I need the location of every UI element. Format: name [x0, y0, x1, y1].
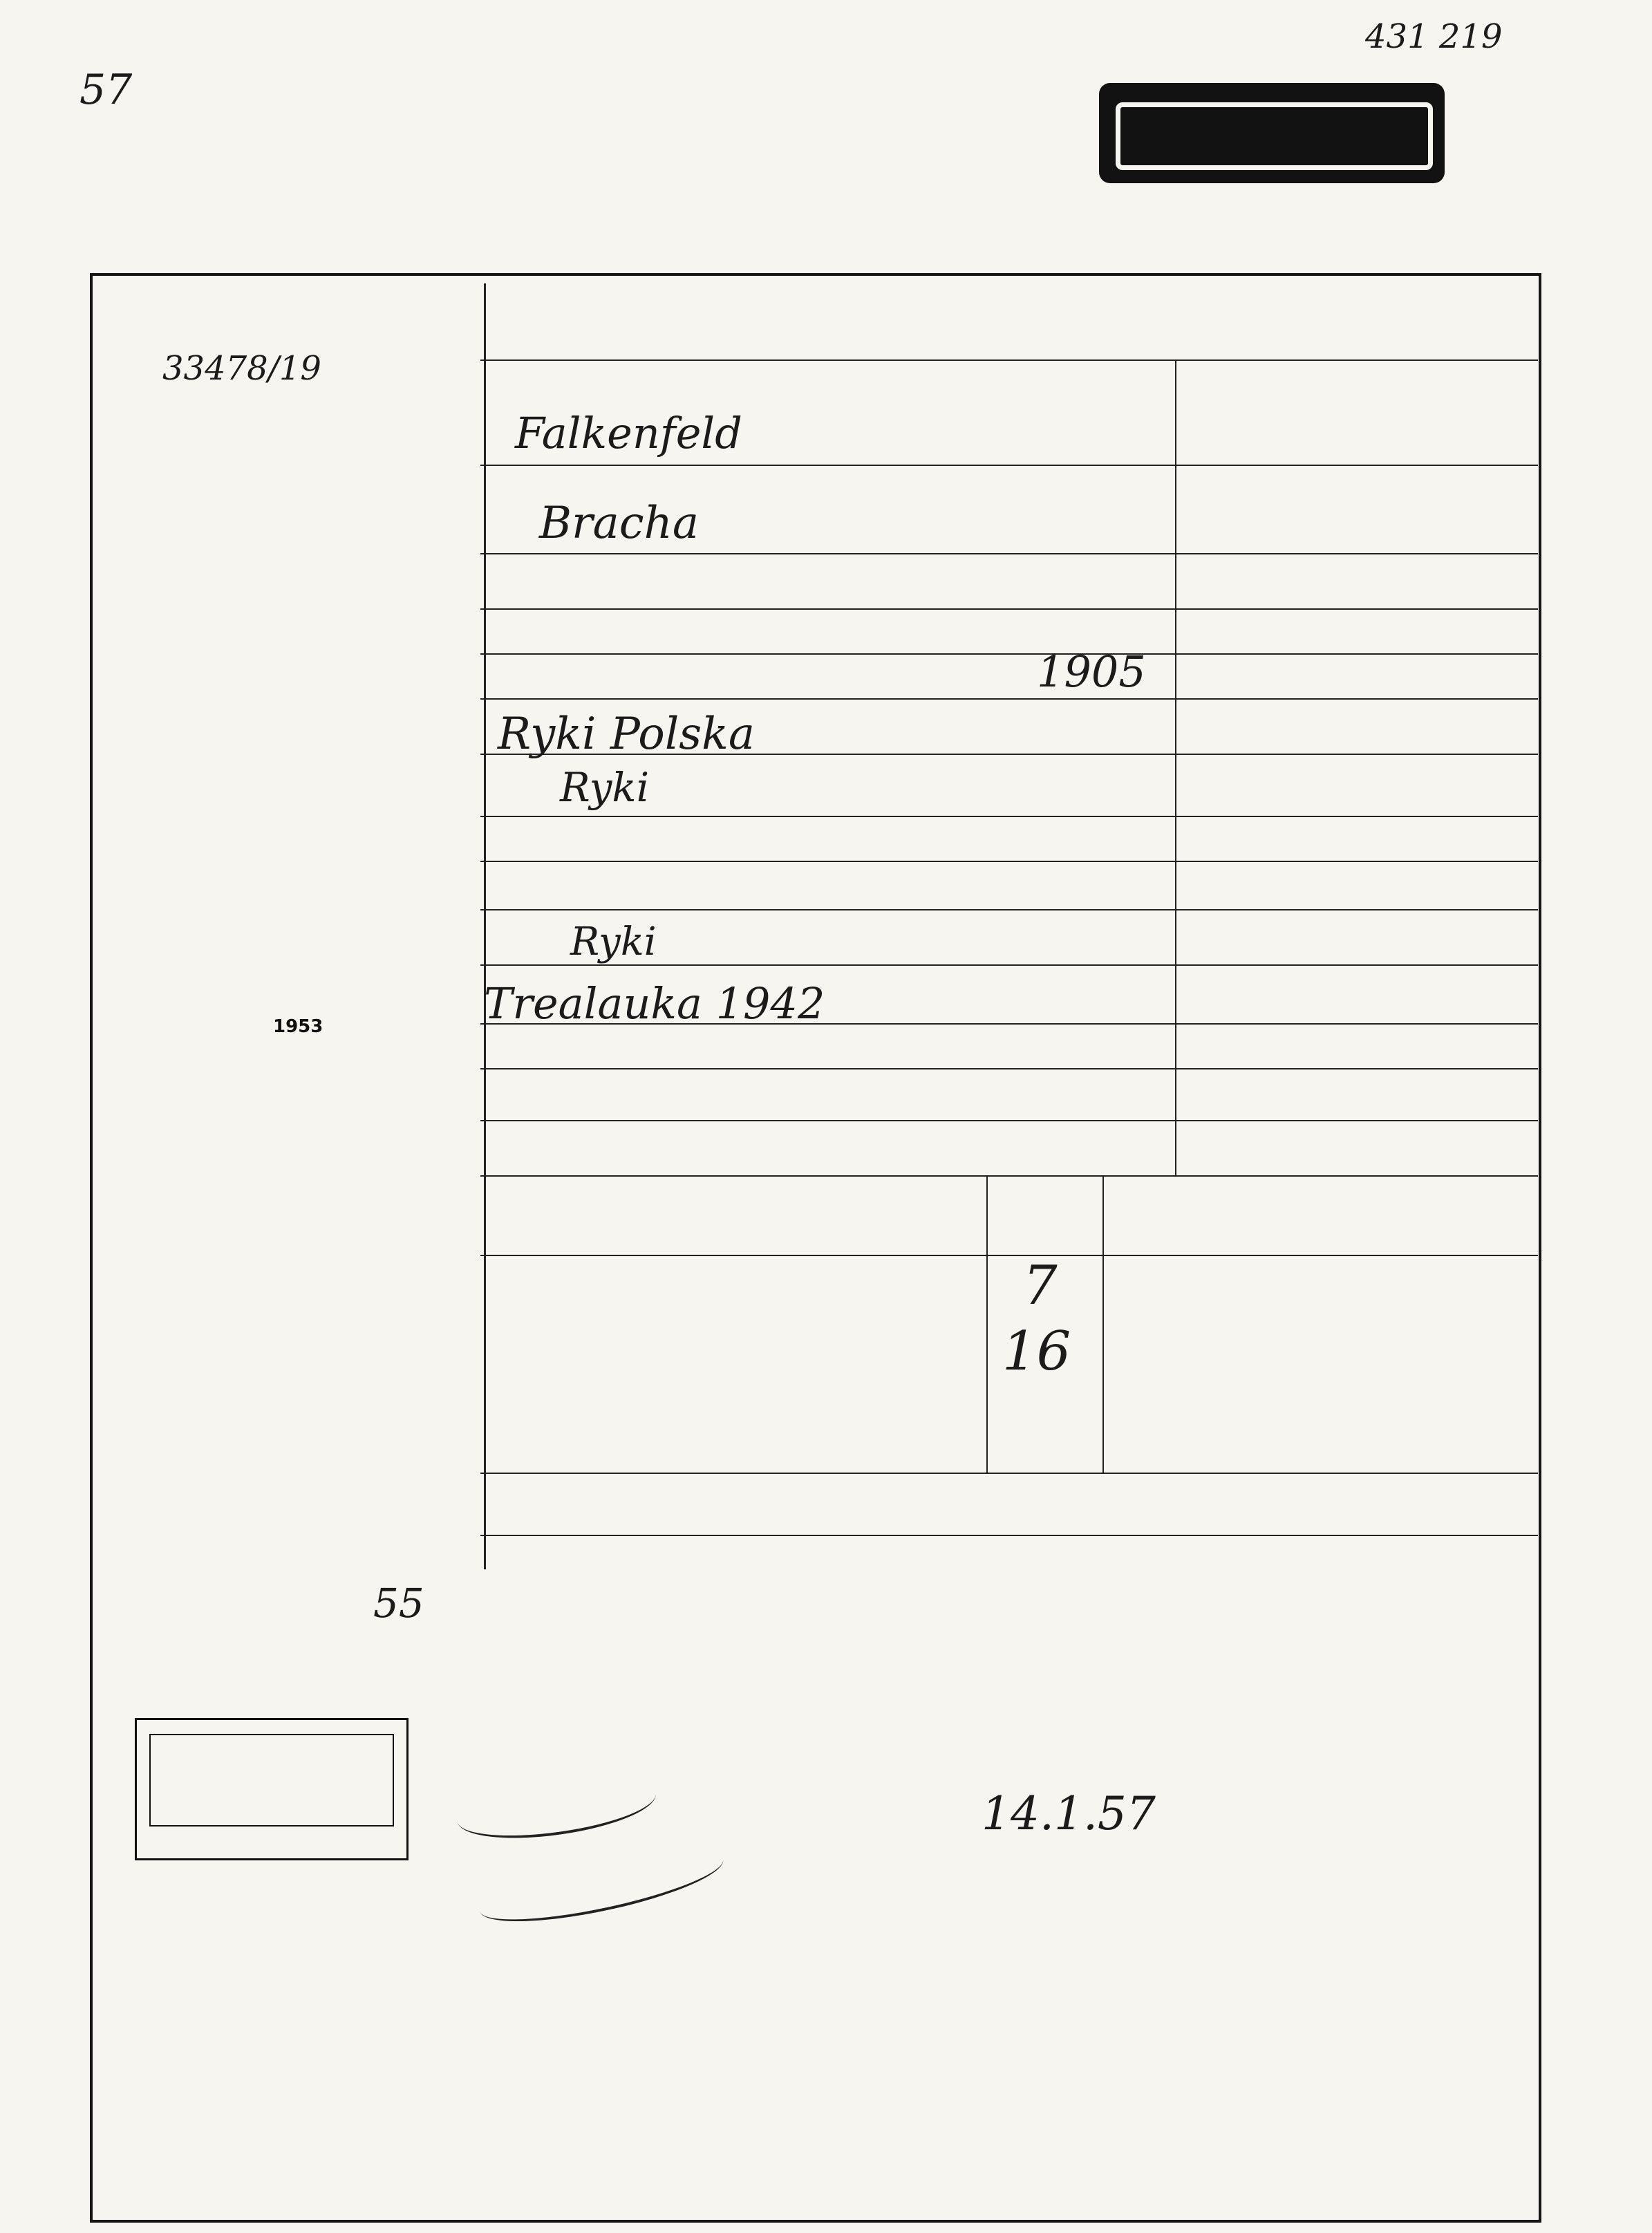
- archive-number: 33478/19: [162, 349, 321, 388]
- permanent-residence-latin: Ryki: [560, 764, 650, 811]
- law-year: 1953: [273, 1016, 323, 1037]
- top-left-number: 57: [79, 66, 133, 114]
- yad-vashem-logo: [1099, 83, 1445, 183]
- given-name-latin: Bracha: [539, 498, 699, 549]
- top-right-number: 431 219: [1365, 17, 1503, 56]
- child-age-2: 16: [1002, 1320, 1071, 1383]
- row-divider-8: [480, 816, 1538, 817]
- label-divider: [1175, 359, 1176, 1175]
- children-column-divider-1: [986, 1175, 988, 1473]
- child-age-1: 7: [1023, 1255, 1058, 1317]
- row-divider-9: [480, 861, 1538, 862]
- signature-date: 14.1.57: [982, 1787, 1156, 1840]
- left-margin-number: 55: [373, 1580, 424, 1627]
- row-divider-2: [480, 465, 1538, 466]
- row-divider-13: [480, 1068, 1538, 1069]
- children-column-divider-2: [1102, 1175, 1104, 1473]
- death-place-latin: Trealauka 1942: [484, 978, 825, 1029]
- row-divider-14: [480, 1120, 1538, 1121]
- memorial-number-inner-box: [149, 1734, 394, 1826]
- row-divider-5: [480, 653, 1538, 655]
- left-column: [97, 283, 486, 1569]
- row-divider-3: [480, 553, 1538, 554]
- family-name-latin: Falkenfeld: [515, 408, 742, 458]
- row-divider-1: [480, 359, 1538, 361]
- row-divider-11: [480, 964, 1538, 966]
- wartime-residence-latin: Ryki: [570, 919, 657, 964]
- row-divider-18: [480, 1535, 1538, 1536]
- row-divider-6: [480, 698, 1538, 700]
- row-divider-15: [480, 1175, 1538, 1177]
- birth-place-latin: Ryki Polska: [498, 709, 755, 760]
- memorial-number-box: [135, 1718, 409, 1860]
- row-divider-16: [480, 1255, 1538, 1256]
- row-divider-17: [480, 1473, 1538, 1474]
- row-divider-4: [480, 608, 1538, 610]
- birth-year: 1905: [1037, 646, 1146, 697]
- row-divider-10: [480, 909, 1538, 910]
